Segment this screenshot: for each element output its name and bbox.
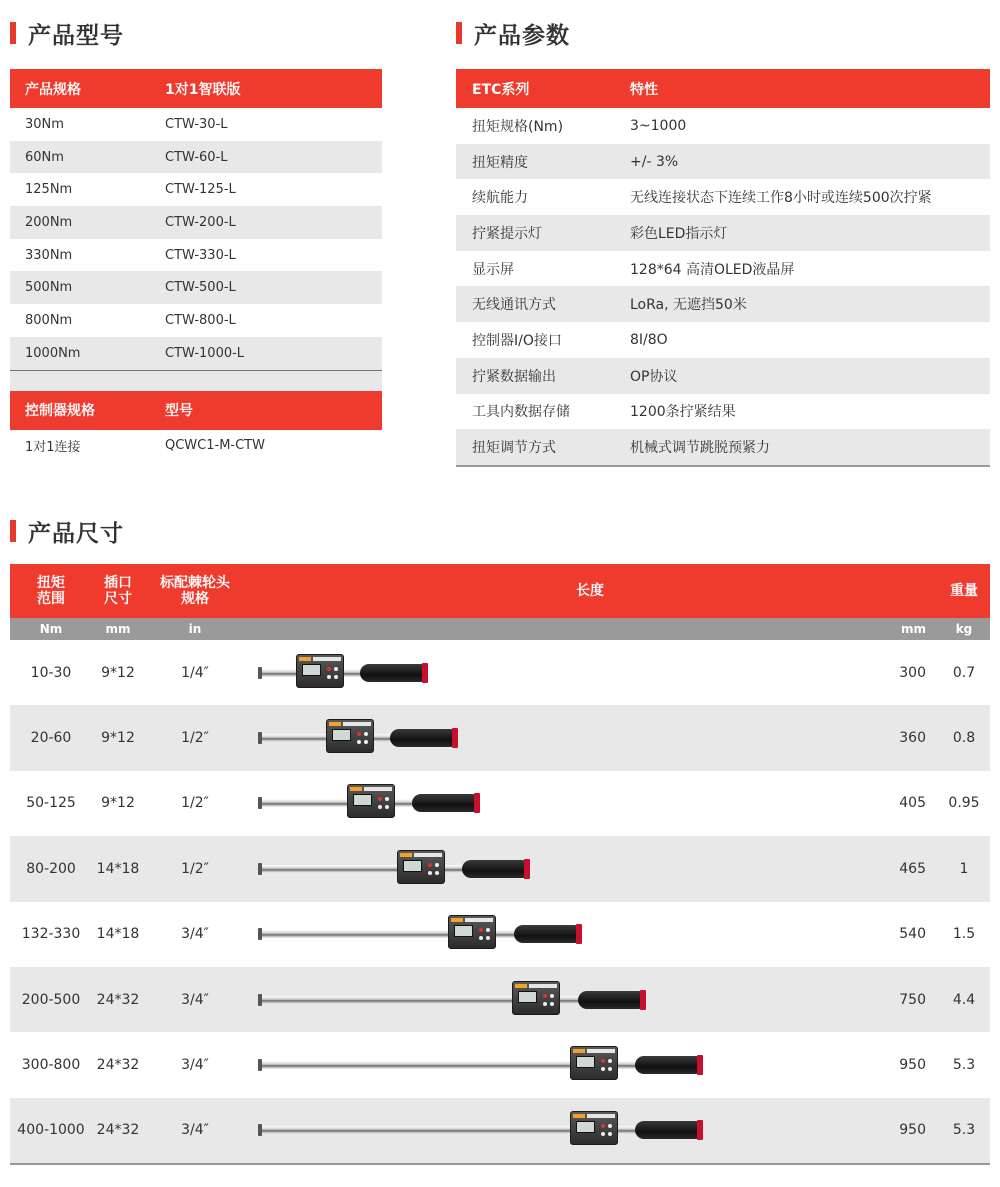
cell: LoRa, 无遮挡50米 bbox=[630, 297, 747, 314]
cell: 60Nm bbox=[25, 149, 64, 165]
cell: 128*64 高清OLED液晶屏 bbox=[630, 261, 795, 278]
header-cell: 控制器规格 bbox=[25, 403, 95, 419]
wrench-head-end bbox=[258, 994, 262, 1006]
wrench-grip bbox=[412, 794, 476, 812]
header-text: 插口 尺寸 bbox=[104, 575, 132, 607]
wrench-grip-cap bbox=[640, 990, 646, 1010]
param-table-header bbox=[456, 69, 990, 108]
table-row bbox=[10, 141, 382, 174]
header-length bbox=[240, 564, 940, 618]
wrench-grip bbox=[578, 991, 642, 1009]
wrench-shaft bbox=[260, 930, 550, 938]
dimension-rows bbox=[10, 640, 990, 1163]
wrench-grip-cap bbox=[697, 1055, 703, 1075]
cell-length: 405 bbox=[899, 795, 926, 812]
cell-port: 14*18 bbox=[96, 860, 140, 877]
section-title-params bbox=[456, 18, 570, 48]
cell-port: 14*18 bbox=[96, 926, 140, 943]
cell-range: 50-125 bbox=[26, 795, 76, 812]
wrench-head-end bbox=[258, 928, 262, 940]
cell-weight: 5.3 bbox=[952, 1057, 976, 1074]
wrench-grip-cap bbox=[576, 924, 582, 944]
wrench-grip bbox=[360, 664, 424, 682]
table-row bbox=[456, 179, 990, 215]
cell: 扭矩精度 bbox=[472, 154, 528, 171]
param-table bbox=[456, 69, 990, 467]
header-cell: 1对1智联版 bbox=[165, 81, 241, 98]
cell-port: 24*32 bbox=[96, 991, 140, 1008]
cell: 1对1连接 bbox=[25, 440, 81, 456]
section-title-model bbox=[10, 18, 124, 48]
header-cell: 产品规格 bbox=[25, 81, 81, 98]
cell-weight: 5.3 bbox=[952, 1122, 976, 1139]
section-title-text: 产品型号 bbox=[28, 22, 124, 49]
wrench-head-end bbox=[258, 1124, 262, 1136]
cell-port: 24*32 bbox=[96, 1057, 140, 1074]
section-title-dimensions bbox=[10, 516, 124, 546]
wrench-head-end bbox=[258, 732, 262, 744]
cell-length: 750 bbox=[899, 991, 926, 1008]
cell-length: 950 bbox=[899, 1057, 926, 1074]
wrench-head-end bbox=[258, 797, 262, 809]
table-row bbox=[10, 771, 990, 836]
wrench-grip bbox=[514, 925, 578, 943]
cell: 控制器I/O接口 bbox=[472, 332, 562, 349]
cell: 拧紧提示灯 bbox=[472, 225, 542, 242]
header-text: 长度 bbox=[576, 583, 604, 599]
wrench-grip-cap bbox=[474, 793, 480, 813]
cell: 330Nm bbox=[25, 247, 73, 263]
section-title-text: 产品尺寸 bbox=[28, 520, 124, 547]
wrench-grip bbox=[462, 860, 526, 878]
cell: 扭矩调节方式 bbox=[472, 440, 556, 457]
cell: 彩色LED指示灯 bbox=[630, 225, 728, 242]
wrench-grip-cap bbox=[452, 728, 458, 748]
header-cell: ETC系列 bbox=[472, 81, 530, 98]
table-row bbox=[10, 705, 990, 770]
cell-weight: 0.8 bbox=[952, 730, 976, 747]
wrench-grip-cap bbox=[422, 663, 428, 683]
wrench-head-end bbox=[258, 667, 262, 679]
cell: OP协议 bbox=[630, 368, 678, 385]
table-row bbox=[456, 322, 990, 358]
wrench-display-unit bbox=[570, 1046, 618, 1080]
wrench-display-unit bbox=[347, 784, 395, 818]
table-row bbox=[10, 173, 382, 206]
model-table bbox=[10, 69, 382, 462]
table-row bbox=[10, 836, 990, 901]
cell-ratchet: 3/4″ bbox=[181, 1057, 209, 1074]
cell: 500Nm bbox=[25, 280, 73, 296]
title-accent-bar bbox=[10, 22, 16, 44]
cell-ratchet: 1/4″ bbox=[181, 664, 209, 681]
cell-ratchet: 1/2″ bbox=[181, 860, 209, 877]
cell-range: 132-330 bbox=[21, 926, 81, 943]
cell-ratchet: 3/4″ bbox=[181, 1122, 209, 1139]
section-title-text: 产品参数 bbox=[474, 22, 570, 49]
table-row bbox=[456, 358, 990, 394]
cell: CTW-60-L bbox=[165, 149, 228, 165]
cell-weight: 1.5 bbox=[952, 926, 976, 943]
cell-length: 300 bbox=[899, 664, 926, 681]
title-accent-bar bbox=[456, 22, 462, 44]
table-row bbox=[456, 286, 990, 322]
table-row bbox=[10, 967, 990, 1032]
controller-table-header bbox=[10, 391, 382, 430]
dimension-table bbox=[10, 564, 990, 1165]
table-row bbox=[456, 215, 990, 251]
wrench-display-unit bbox=[570, 1111, 618, 1145]
cell: CTW-500-L bbox=[165, 280, 236, 296]
unit-port: mm bbox=[105, 622, 131, 636]
cell-ratchet: 1/2″ bbox=[181, 795, 209, 812]
cell: 200Nm bbox=[25, 214, 73, 230]
wrench-grip bbox=[635, 1121, 699, 1139]
cell: 扭矩规格(Nm) bbox=[472, 118, 564, 135]
wrench-grip bbox=[635, 1056, 699, 1074]
dimension-units-row bbox=[10, 618, 990, 640]
cell-weight: 1 bbox=[959, 860, 969, 877]
wrench-shaft bbox=[260, 996, 615, 1004]
cell-port: 24*32 bbox=[96, 1122, 140, 1139]
table-row bbox=[10, 1032, 990, 1097]
cell-range: 80-200 bbox=[26, 860, 76, 877]
wrench-grip-cap bbox=[524, 859, 530, 879]
model-table-header bbox=[10, 69, 382, 108]
cell: 续航能力 bbox=[472, 190, 528, 207]
table-row bbox=[10, 108, 382, 141]
title-accent-bar bbox=[10, 520, 16, 542]
cell-length: 465 bbox=[899, 860, 926, 877]
cell-port: 9*12 bbox=[101, 730, 135, 747]
cell: QCWC1-M-CTW bbox=[165, 438, 265, 454]
cell: 125Nm bbox=[25, 182, 73, 198]
cell-ratchet: 3/4″ bbox=[181, 926, 209, 943]
wrench-grip-cap bbox=[697, 1120, 703, 1140]
cell: 1200条拧紧结果 bbox=[630, 404, 736, 421]
wrench-display-unit bbox=[512, 981, 560, 1015]
cell-port: 9*12 bbox=[101, 664, 135, 681]
cell: 3~1000 bbox=[630, 117, 687, 134]
table-row bbox=[10, 239, 382, 272]
cell-range: 200-500 bbox=[21, 991, 81, 1008]
cell-range: 400-1000 bbox=[17, 1122, 85, 1139]
cell: CTW-330-L bbox=[165, 247, 236, 263]
wrench-head-end bbox=[258, 1059, 262, 1071]
table-row bbox=[456, 108, 990, 144]
wrench-display-unit bbox=[326, 719, 374, 753]
table-row bbox=[10, 271, 382, 304]
cell: CTW-30-L bbox=[165, 116, 228, 132]
cell-ratchet: 3/4″ bbox=[181, 991, 209, 1008]
header-cell: 型号 bbox=[165, 403, 193, 419]
cell-weight: 0.95 bbox=[948, 795, 980, 812]
cell: 无线连接状态下连续工作8小时或连续500次拧紧 bbox=[630, 190, 932, 207]
wrench-display-unit bbox=[296, 654, 344, 688]
table-row bbox=[10, 304, 382, 337]
cell: +/- 3% bbox=[630, 153, 679, 170]
cell-weight: 4.4 bbox=[952, 991, 976, 1008]
table-divider bbox=[10, 370, 382, 391]
cell-ratchet: 1/2″ bbox=[181, 730, 209, 747]
table-row bbox=[456, 429, 990, 465]
table-row bbox=[10, 206, 382, 239]
dimension-table-header bbox=[10, 564, 990, 618]
cell: 800Nm bbox=[25, 312, 73, 328]
wrench-grip bbox=[390, 729, 454, 747]
unit-length: mm bbox=[900, 622, 926, 636]
cell: 拧紧数据输出 bbox=[472, 368, 556, 385]
cell-range: 10-30 bbox=[30, 664, 72, 681]
table-row bbox=[10, 337, 382, 370]
header-range bbox=[10, 564, 92, 618]
cell: CTW-800-L bbox=[165, 312, 236, 328]
cell-range: 20-60 bbox=[30, 730, 72, 747]
cell-length: 950 bbox=[899, 1122, 926, 1139]
table-row bbox=[456, 251, 990, 287]
cell-range: 300-800 bbox=[21, 1057, 81, 1074]
table-row bbox=[10, 430, 382, 463]
unit-weight: kg bbox=[955, 622, 973, 636]
cell: 30Nm bbox=[25, 116, 64, 132]
header-cell: 特性 bbox=[630, 81, 658, 98]
cell: 8I/8O bbox=[630, 331, 668, 348]
table-row bbox=[10, 1098, 990, 1163]
cell: 无线通讯方式 bbox=[472, 297, 556, 314]
header-text: 扭矩 范围 bbox=[37, 575, 65, 607]
cell: 工具内数据存储 bbox=[472, 404, 570, 421]
unit-ratchet: in bbox=[188, 622, 202, 636]
cell-port: 9*12 bbox=[101, 795, 135, 812]
table-row bbox=[10, 640, 990, 705]
header-text: 重量 bbox=[950, 583, 978, 599]
table-row bbox=[10, 902, 990, 967]
table-row bbox=[456, 394, 990, 430]
cell: 1000Nm bbox=[25, 345, 81, 361]
cell-weight: 0.7 bbox=[952, 664, 976, 681]
header-port bbox=[82, 564, 154, 618]
cell: CTW-1000-L bbox=[165, 345, 245, 361]
cell: 显示屏 bbox=[472, 261, 514, 278]
cell: CTW-200-L bbox=[165, 214, 236, 230]
cell: CTW-125-L bbox=[165, 182, 236, 198]
cell: 机械式调节跳脱预紧力 bbox=[630, 440, 770, 457]
wrench-head-end bbox=[258, 863, 262, 875]
cell-length: 540 bbox=[899, 926, 926, 943]
header-text: 标配棘轮头 规格 bbox=[160, 575, 230, 607]
unit-range: Nm bbox=[39, 622, 63, 636]
table-row bbox=[456, 144, 990, 180]
wrench-display-unit bbox=[448, 915, 496, 949]
header-ratchet bbox=[154, 564, 236, 618]
header-weight bbox=[940, 564, 988, 618]
wrench-display-unit bbox=[397, 850, 445, 884]
cell-length: 360 bbox=[899, 730, 926, 747]
